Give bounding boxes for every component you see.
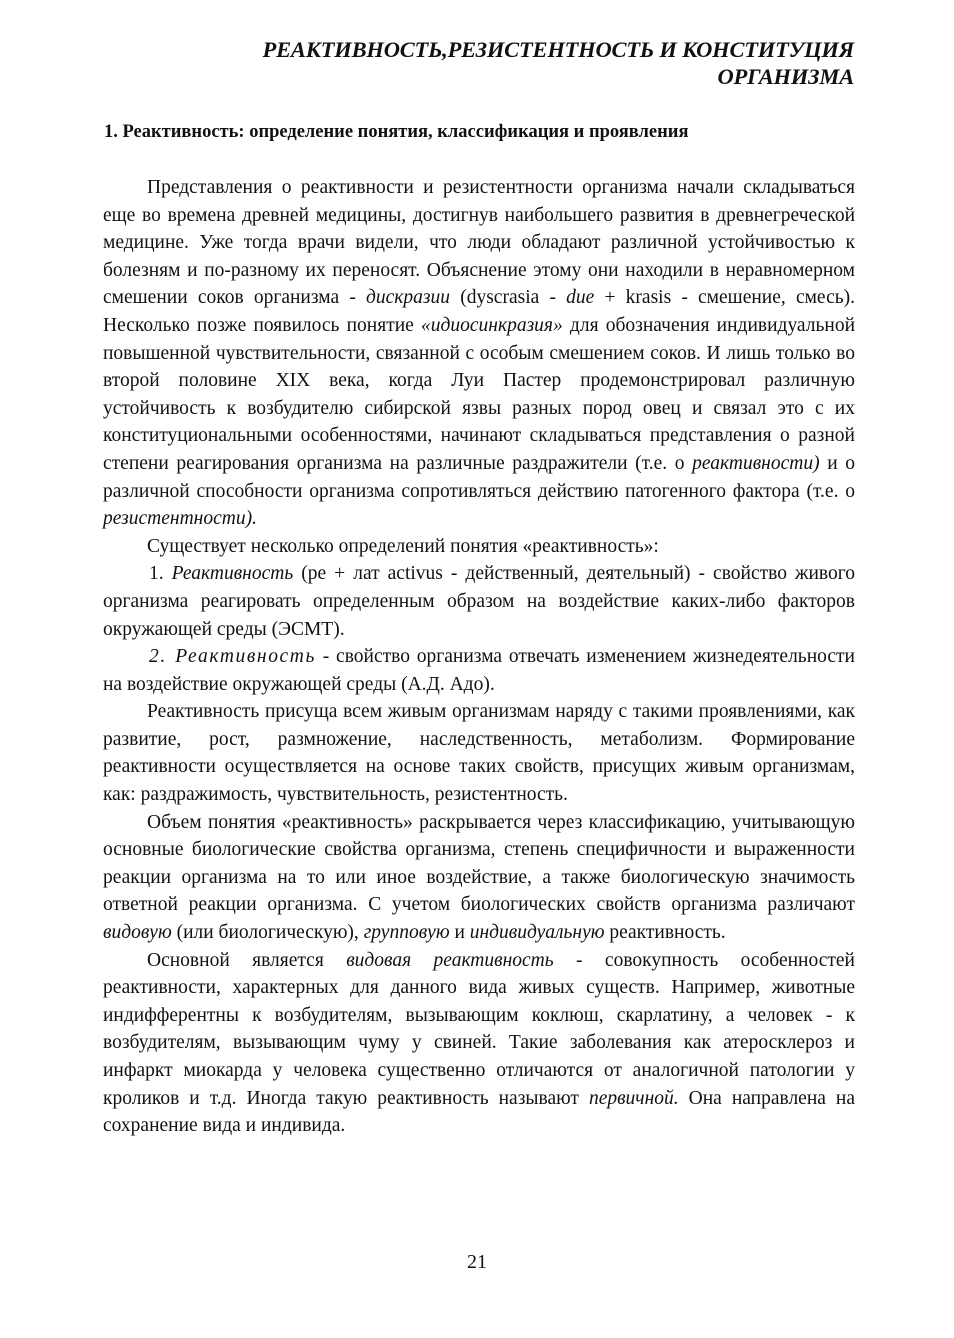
- paragraph-reactivity-properties: [103, 698, 855, 808]
- italic-term: видовая реактивность: [346, 949, 554, 971]
- italic-term: индивидуальную: [469, 922, 605, 944]
- text-run: Она направлена на сохранение вида и индивида.: [103, 1087, 855, 1137]
- text-run: - совокупность особенностей реактивности, характерных для данного вида живых существ. Например, животные индифферентны к возбудителям, вызывающим коклюш, скарлатину, а человек - к возбудителям, вызывающим чуму у свиней. Такие заболевания как атеросклероз и инфаркт миокарда у человека существенно отличаются от аналогичной патологии у кроликов и т.д. Иногда такую реактивность называют: [103, 949, 855, 1109]
- text-run: реактивность.: [604, 922, 726, 944]
- chapter-title: [94, 36, 854, 90]
- chapter-title-line-2: ОРГАНИЗМА: [717, 64, 854, 89]
- italic-term: дискразии: [366, 287, 451, 309]
- text-run: Существует несколько определений понятия «реактивность»:: [147, 535, 659, 557]
- italic-term: видовую: [103, 922, 172, 944]
- section-heading: 1. Реактивность: определение понятия, классификация и проявления: [104, 122, 689, 142]
- italic-term: «идиосинкразия»: [421, 314, 563, 336]
- definition-1: [103, 560, 855, 643]
- text-run: Основной является: [147, 949, 347, 971]
- paragraph-definitions-intro: [103, 533, 855, 561]
- paragraph-species-reactivity: [103, 947, 855, 1140]
- text-run: + krasis - смешение, смесь). Несколько позже появилось понятие: [103, 287, 855, 336]
- body-text: [103, 174, 855, 1140]
- text-run: Реактивность присуща всем живым организмам наряду с такими проявлениями, как развитие, рост, размножение, наследственность, метаболизм. Формирование реактивности осуществляется на основе таких свойств, присущих живым организмам, как: раздражимость, чувствительность, резистентность.: [103, 701, 855, 806]
- text-run: (dyscrasia -: [450, 287, 567, 309]
- page-number: 21: [467, 1251, 487, 1273]
- chapter-title-line-1: РЕАКТИВНОСТЬ,РЕЗИСТЕНТНОСТЬ И КОНСТИТУЦИЯ: [262, 37, 854, 62]
- italic-term: Реактивность: [171, 563, 294, 585]
- italic-term: due: [566, 287, 595, 309]
- italic-term: первичной.: [588, 1087, 679, 1109]
- text-run: для обозначения индивидуальной повышенной чувствительности, связанной с особым смешением соков. И лишь только во второй половине XIX века, когда Луи Пастер продемонстрировал различную устойчивость к возбудителю сибирской язвы разных пород овец и связал это с их конституциональными особенностями, начинают складываться представления о разной степени реагирования организма на различные раздражители (т.е. о: [103, 314, 856, 474]
- text-run: (ре + лат activus - действенный, деятельный) - свойство живого организма реагировать определенным образом на воздействие каких-либо факторов окружающей среды (ЭСМТ).: [103, 563, 855, 640]
- definition-number: 1.: [149, 563, 164, 585]
- text-run: и: [449, 922, 470, 944]
- text-run: и о различной способности организма сопротивляться действию патогенного фактора (т.е. о: [103, 452, 856, 502]
- italic-term: резистентности).: [103, 508, 257, 530]
- text-run: Объем понятия «реактивность» раскрывается через классификацию, учитывающую основные биологические свойства организма, степень специфичности и выраженности реакции организма на то или иное воздействие, а также биологическую значимость ответной реакции организма. С учетом биологических свойств организма различают: [103, 811, 855, 916]
- italic-term: реактивности): [692, 452, 820, 474]
- definition-2: [103, 643, 855, 698]
- paragraph-classification: [103, 809, 855, 947]
- paragraph-history: [103, 174, 855, 533]
- text-run: Представления о реактивности и резистентности организма начали складываться еще во времена древней медицины, достигнув наибольшего развития в древнегреческой медицине. Уже тогда врачи видели, что люди обладают различной устойчивостью к болезням и по-разному их переносят. Объяснение этому они находили в неравномерном смешении соков организма -: [103, 177, 855, 309]
- italic-term: 2. Реактивность: [149, 646, 316, 668]
- text-run: - свойство организма отвечать изменением жизнедеятельности на воздействие окружающей среды (А.Д. Адо).: [103, 646, 855, 695]
- text-run: (или биологическую),: [171, 922, 364, 944]
- italic-term: групповую: [363, 922, 450, 944]
